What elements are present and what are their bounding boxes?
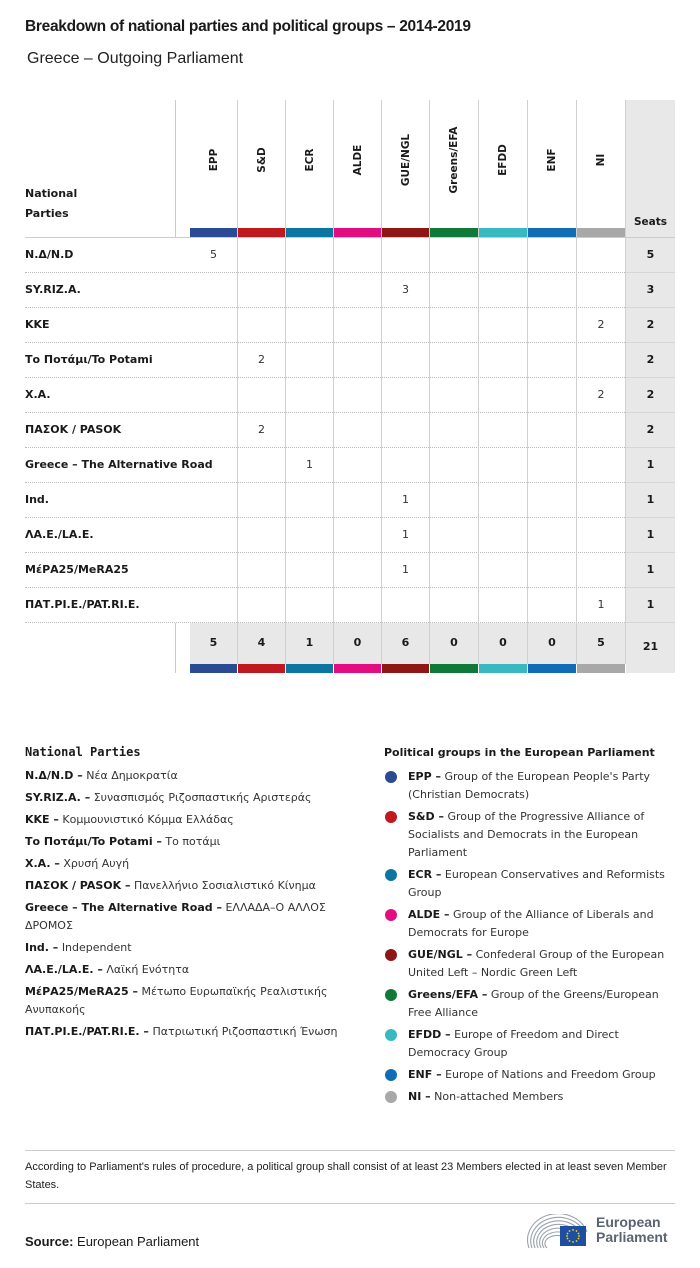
seat-cell [382,378,430,413]
national-party-legend-item [25,855,345,873]
seat-cell [528,343,577,378]
chart-title: Breakdown of national parties and political groups – 2014-2019 [25,18,471,35]
party-name: Το Ποτάμι/To Potami [25,353,153,366]
seat-cell: 1 [286,448,334,483]
seat-cell [528,518,577,553]
group-column-header [577,100,626,237]
seat-cell [479,273,528,308]
table-row [25,483,675,518]
row-seat-total: 2 [626,378,675,413]
group-color-bar [334,228,381,237]
political-group-legend-item [384,946,679,982]
color-dot-icon [385,1029,397,1041]
party-abbr: Greece – The Alternative Road – [25,901,222,914]
group-abbr: ALDE – [408,908,450,921]
seat-cell [190,483,238,518]
seats-header-label: Seats [633,216,668,228]
seat-cell [286,308,334,343]
political-group-legend-item [384,906,679,942]
group-color-bar [382,228,429,237]
seat-cell: 1 [382,483,430,518]
seat-cell [238,588,286,623]
seat-cell [479,483,528,518]
seat-cell: 2 [238,413,286,448]
seat-cell [577,343,626,378]
group-full-name: Group of the Greens/European Free Alliance [408,988,659,1019]
party-abbr: ΜέΡΑ25/MeRA25 – [25,985,138,998]
color-dot-icon [385,811,397,823]
table-row [25,343,675,378]
group-abbr: ENF – [408,1068,442,1081]
row-seat-total: 2 [626,413,675,448]
seat-cell: 1 [382,518,430,553]
seat-cell [334,378,382,413]
group-column-header [528,100,577,237]
national-party-legend-item [25,1023,345,1041]
group-abbr: EFDD – [408,1028,451,1041]
group-abbr: NI – [408,1090,431,1103]
seat-cell [286,588,334,623]
color-dot-icon [385,1091,397,1103]
national-party-legend-item [25,789,345,807]
group-full-name: Europe of Freedom and Direct Democracy Group [408,1028,619,1059]
seat-cell [479,553,528,588]
color-dot-icon [385,909,397,921]
seat-cell [577,273,626,308]
group-total: 6 [382,623,430,664]
seat-cell [190,308,238,343]
logo-wordmark [596,1215,668,1245]
seat-cell [382,448,430,483]
seat-cell [528,413,577,448]
seat-cell [382,238,430,273]
seat-cell [528,448,577,483]
totals-divider [175,623,176,673]
table-row [25,273,675,308]
seat-cell [334,343,382,378]
seat-cell [238,273,286,308]
party-full-name: Νέα Δημοκρατία [86,769,178,782]
totals-row [25,623,675,673]
seat-cell [286,553,334,588]
party-name: ΠΑΤ.ΡΙ.Ε./PAT.RI.E. [25,598,140,611]
seat-cell [238,518,286,553]
group-column-header [286,100,334,237]
divider [25,1203,675,1204]
seat-cell [430,483,479,518]
group-column-header [430,100,479,237]
group-label: EFDD [497,144,509,176]
seat-cell [190,413,238,448]
group-color-bar [577,228,625,237]
party-name: Ind. [25,493,49,506]
political-groups-legend [384,746,679,1110]
seat-cell: 2 [577,378,626,413]
group-abbr: ECR – [408,868,442,881]
national-party-legend-item [25,811,345,829]
group-total: 4 [238,623,286,664]
party-abbr: ΠΑΤ.ΡΙ.Ε./PAT.RI.E. – [25,1025,149,1038]
national-parties-column-header [25,184,77,224]
national-party-legend-item [25,961,345,979]
group-color-bar [286,228,333,237]
party-abbr: X.A. – [25,857,60,870]
seat-cell [334,483,382,518]
party-full-name: Μέτωπο Ευρωπαϊκής Ρεαλιστικής Ανυπακοής [25,985,328,1016]
row-seat-total: 1 [626,448,675,483]
party-abbr: ΛΑ.Ε./LA.E. – [25,963,103,976]
seat-cell [577,448,626,483]
national-parties-legend [25,745,345,1045]
seat-cell [286,378,334,413]
seat-cell [430,273,479,308]
group-total: 0 [334,623,382,664]
color-dot-icon [385,949,397,961]
group-color-bar [334,664,382,673]
seat-cell [382,343,430,378]
table-row [25,588,675,623]
seat-cell [238,238,286,273]
seat-cell [190,553,238,588]
seat-cell [479,413,528,448]
group-total: 5 [190,623,238,664]
party-full-name: Χρυσή Αυγή [63,857,130,870]
table-row [25,308,675,343]
party-full-name: ΕΛΛΑΔΑ–Ο ΑΛΛΟΣ ΔΡΟΜΟΣ [25,901,326,932]
national-parties-legend-title: National Parties [25,745,141,759]
party-name: ΛΑ.Ε./LA.E. [25,528,94,541]
seat-cell [528,308,577,343]
national-party-legend-item [25,939,345,957]
seat-cell [238,553,286,588]
political-groups-legend-title: Political groups in the European Parliament [384,746,655,759]
seat-cell [430,343,479,378]
group-abbr: EPP – [408,770,441,783]
party-abbr: SY.RIZ.A. – [25,791,91,804]
seat-cell [528,378,577,413]
seat-cell [430,413,479,448]
seats-column-header [626,100,675,237]
national-party-legend-item [25,877,345,895]
table-body [25,238,675,623]
group-abbr: S&D – [408,810,444,823]
seat-cell [430,378,479,413]
group-color-bar [577,664,626,673]
table-row [25,413,675,448]
seat-cell [430,448,479,483]
group-total: 0 [479,623,528,664]
seat-cell [577,238,626,273]
seat-cell [479,588,528,623]
group-label: ENF [546,148,558,172]
group-color-bar [430,228,478,237]
group-total: 0 [430,623,479,664]
seat-cell [479,378,528,413]
table-row [25,378,675,413]
table-row [25,448,675,483]
party-name: KKE [25,318,50,331]
seat-cell [577,483,626,518]
group-label: ALDE [351,144,364,176]
seat-cell: 3 [382,273,430,308]
row-seat-total: 2 [626,308,675,343]
group-column-header [190,100,238,237]
group-color-bar [479,664,528,673]
header-label-line-2: Parties [25,207,69,220]
group-column-header [382,100,430,237]
seat-cell [382,413,430,448]
logo-line-2: Parliament [596,1229,668,1245]
party-name: ΜέΡΑ25/MeRA25 [25,563,129,576]
group-color-bar [238,228,285,237]
seat-cell [286,483,334,518]
table-row [25,518,675,553]
seat-cell [190,343,238,378]
source-line [25,1234,199,1249]
seat-cell [528,553,577,588]
group-full-name: Europe of Nations and Freedom Group [445,1068,656,1081]
seat-cell [238,483,286,518]
party-abbr: KKE – [25,813,59,826]
group-label: NI [595,153,607,167]
political-group-legend-item [384,986,679,1022]
color-dot-icon [385,771,397,783]
group-total: 5 [577,623,626,664]
group-full-name: Non-attached Members [434,1090,564,1103]
seat-cell [238,308,286,343]
seat-cell [286,518,334,553]
group-color-bar [190,228,237,237]
group-full-name: Group of the European People's Party (Christian Democrats) [408,770,651,801]
group-color-bar [190,664,238,673]
group-full-name: European Conservatives and Reformists Group [408,868,665,899]
row-seat-total: 1 [626,518,675,553]
seat-cell [430,518,479,553]
group-color-bar [528,228,576,237]
seat-cell [528,483,577,518]
party-name: SY.RIZ.A. [25,283,81,296]
party-abbr: Το Ποτάμι/To Potami – [25,835,162,848]
table-header [25,100,675,237]
party-full-name: Πανελλήνιο Σοσιαλιστικό Κίνημα [133,879,316,892]
seat-cell [479,518,528,553]
color-dot-icon [385,1069,397,1081]
group-abbr: GUE/NGL – [408,948,473,961]
eu-flag-icon [560,1226,586,1246]
seat-cell [190,378,238,413]
political-group-legend-item [384,866,679,902]
seat-cell [190,588,238,623]
party-full-name: Κομμουνιστικό Κόμμα Ελλάδας [62,813,234,826]
political-group-legend-item [384,808,679,862]
group-label: ECR [303,148,316,172]
row-seat-total: 5 [626,238,675,273]
party-full-name: Πατριωτική Ριζοσπαστική Ένωση [152,1025,338,1038]
chart-subtitle: Greece – Outgoing Parliament [27,50,244,67]
group-full-name: Group of the Progressive Alliance of Socialists and Democrats in the European Parliament [408,810,645,859]
group-full-name: Group of the Alliance of Liberals and Democrats for Europe [408,908,654,939]
seat-cell [528,588,577,623]
table-row [25,553,675,588]
seat-cell [334,413,382,448]
total-seats: 21 [626,623,675,673]
seat-cell [577,413,626,448]
seat-cell [479,448,528,483]
political-group-legend-item [384,768,679,804]
seat-cell [286,343,334,378]
group-label: Greens/EFA [448,126,460,194]
party-full-name: Συνασπισμός Ριζοσπαστικής Αριστεράς [93,791,312,804]
party-full-name: Το ποτάμι [165,835,221,848]
header-divider [175,100,176,237]
group-color-bar [382,664,430,673]
seat-cell [334,553,382,588]
national-party-legend-item [25,833,345,851]
party-name: Greece – The Alternative Road [25,458,213,471]
group-abbr: Greens/EFA – [408,988,488,1001]
national-party-legend-item [25,767,345,785]
seat-cell: 2 [577,308,626,343]
seat-cell: 1 [382,553,430,588]
group-column-header [334,100,382,237]
group-color-bar [479,228,527,237]
political-group-legend-item [384,1088,679,1106]
political-group-legend-item [384,1026,679,1062]
seat-cell [528,273,577,308]
source-label: Source: [25,1234,74,1249]
group-label: GUE/NGL [399,133,412,187]
seat-cell [190,518,238,553]
seat-cell [334,448,382,483]
seat-cell [334,588,382,623]
color-dot-icon [385,869,397,881]
party-full-name: Λαϊκή Ενότητα [106,963,190,976]
header-label-line-1: National [25,187,78,200]
seat-cell [238,448,286,483]
seat-cell [190,448,238,483]
party-name: Ν.Δ/N.D [25,248,74,261]
footnote: According to Parliament's rules of procedure, a political group shall consist of at least 23 Members elected in at least seven Member States. [25,1161,667,1191]
group-label: EPP [207,148,220,172]
seat-cell [238,378,286,413]
seat-cell: 5 [190,238,238,273]
group-column-header [479,100,528,237]
row-seat-total: 1 [626,483,675,518]
group-column-header [238,100,286,237]
seat-cell [286,273,334,308]
divider [25,1150,675,1151]
row-seat-total: 1 [626,588,675,623]
seat-cell: 2 [238,343,286,378]
seat-cell [334,273,382,308]
political-group-legend-item [384,1066,679,1084]
seat-cell [479,343,528,378]
seat-cell [528,238,577,273]
group-total: 0 [528,623,577,664]
table-row [25,238,675,273]
seat-cell [479,238,528,273]
party-name: X.A. [25,388,51,401]
party-name: ΠΑΣΟΚ / PASOK [25,423,122,436]
seat-cell [430,238,479,273]
source-value: European Parliament [73,1234,200,1249]
group-color-bar [528,664,577,673]
seat-cell [190,273,238,308]
row-seat-total: 3 [626,273,675,308]
group-color-bar [286,664,334,673]
seat-cell [334,308,382,343]
seat-cell [286,413,334,448]
seat-cell [577,518,626,553]
seat-cell [334,238,382,273]
national-party-legend-item [25,983,345,1019]
group-full-name: Confederal Group of the European United Left – Nordic Green Left [408,948,665,979]
party-abbr: Ν.Δ/N.D – [25,769,83,782]
group-total: 1 [286,623,334,664]
seat-cell [430,308,479,343]
party-abbr: ΠΑΣΟΚ / PASOK – [25,879,131,892]
row-seat-total: 2 [626,343,675,378]
seat-cell [430,553,479,588]
seat-cell [382,588,430,623]
logo-line-1: European [596,1214,661,1230]
row-seat-total: 1 [626,553,675,588]
seat-cell: 1 [577,588,626,623]
european-parliament-logo [527,1212,677,1252]
seat-cell [479,308,528,343]
seat-cell [430,588,479,623]
party-full-name: Independent [61,941,132,954]
seat-cell [382,308,430,343]
group-color-bar [430,664,479,673]
group-label: S&D [255,147,268,173]
group-color-bar [238,664,286,673]
seat-cell [334,518,382,553]
color-dot-icon [385,989,397,1001]
seat-cell [577,553,626,588]
party-abbr: Ind. – [25,941,59,954]
seat-cell [286,238,334,273]
national-party-legend-item [25,899,345,935]
